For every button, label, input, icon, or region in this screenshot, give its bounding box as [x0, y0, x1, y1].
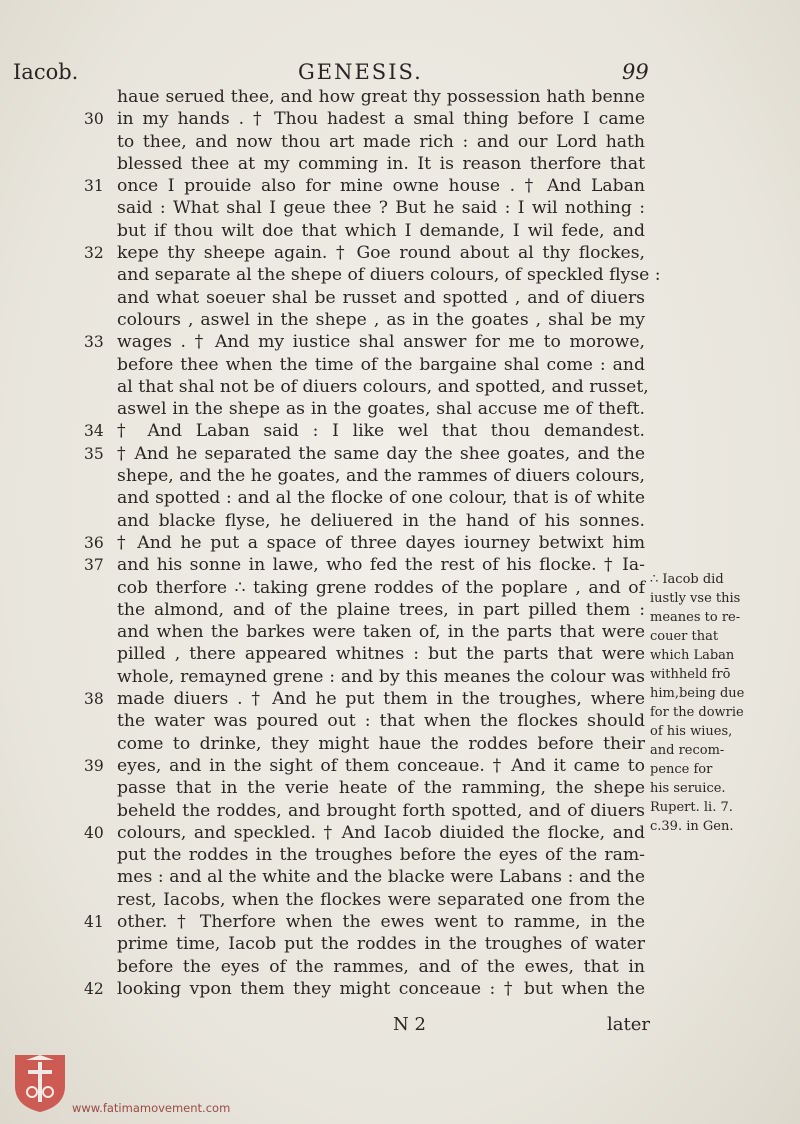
text-line: [0, 911, 800, 933]
line-text: cob therfore ∴ taking grene roddes of the poplare , and of: [117, 577, 645, 598]
line-text: † And Laban said : I like wel that thou demandest.: [117, 421, 645, 442]
margin-note-line: couer that: [650, 629, 719, 644]
line-text: and when the barkes were taken of, in the parts that were: [117, 622, 645, 643]
verse-number: 36: [84, 533, 104, 552]
running-head-title: GENESIS.: [298, 60, 423, 84]
text-line: [0, 354, 800, 376]
running-head-left: Iacob.: [13, 60, 79, 84]
text-line: [0, 376, 800, 398]
page-footer: [0, 1014, 800, 1040]
line-text: eyes, and in the sight of them conceaue. † And it came to: [117, 755, 645, 776]
line-text: looking vpon them they might conceaue : † but when the: [117, 978, 645, 999]
verse-number: 42: [84, 979, 104, 998]
margin-note: [650, 570, 798, 836]
line-text: kepe thy sheepe again. † Goe round about al thy flockes,: [117, 243, 645, 264]
verse-number: 31: [84, 177, 104, 196]
verse-number: 30: [84, 110, 104, 129]
text-line: [0, 398, 800, 420]
margin-note-line: him,being due: [650, 686, 745, 701]
text-line: [0, 287, 800, 309]
text-line: [0, 889, 800, 911]
line-text: made diuers . † And he put them in the troughes, where: [117, 689, 645, 710]
catchword: later: [607, 1014, 650, 1035]
page-number: 99: [622, 60, 649, 84]
signature-mark: N 2: [393, 1014, 426, 1035]
line-text: before the eyes of the rammes, and of the ewes, that in: [117, 956, 645, 977]
margin-note-line: his seruice.: [650, 781, 726, 796]
line-text: in my hands . † Thou hadest a smal thing before I came: [117, 109, 645, 130]
line-text: and blacke flyse, he deliuered in the hand of his sonnes.: [117, 510, 645, 531]
line-text: blessed thee at my comming in. It is reason therfore that: [117, 153, 645, 174]
line-text: the water was poured out : that when the flockes should: [117, 711, 645, 732]
text-line: [0, 331, 800, 353]
text-line: [0, 443, 800, 465]
verse-number: 38: [84, 690, 104, 709]
text-line: [0, 532, 800, 554]
line-text: al that shal not be of diuers colours, and spotted, and russet,: [117, 376, 649, 397]
line-text: † And he separated the same day the shee goates, and the: [117, 443, 645, 464]
text-line: [0, 956, 800, 978]
line-text: come to drinke, they might haue the roddes before their: [117, 733, 645, 754]
text-line: [0, 510, 800, 532]
text-line: [0, 86, 800, 108]
margin-note-line: iustly vse this: [650, 591, 741, 606]
line-text: rest, Iacobs, when the flockes were separated one from the: [117, 889, 645, 910]
line-text: passe that in the verie heate of the ramming, the shepe: [117, 778, 645, 799]
line-text: prime time, Iacob put the roddes in the troughes of water: [117, 934, 645, 955]
main-text-column: [0, 86, 800, 1000]
line-text: the almond, and of the plaine trees, in part pilled them :: [117, 599, 645, 620]
line-text: wages . † And my iustice shal answer for me to morowe,: [117, 332, 645, 353]
margin-note-line: of his wiues,: [650, 724, 733, 739]
line-text: other. † Therfore when the ewes went to ramme, in the: [117, 911, 645, 932]
margin-note-line: pence for: [650, 762, 713, 777]
line-text: and separate al the shepe of diuers colours, of speckled flyse :: [117, 265, 661, 286]
text-line: [0, 309, 800, 331]
verse-number: 35: [84, 444, 104, 463]
margin-note-line: c.39. in Gen.: [650, 819, 734, 834]
line-text: pilled , there appeared whitnes : but the parts that were: [117, 644, 645, 665]
verse-number: 40: [84, 823, 104, 842]
text-line: [0, 131, 800, 153]
text-line: [0, 487, 800, 509]
text-line: [0, 197, 800, 219]
text-line: [0, 108, 800, 130]
verse-number: 34: [84, 422, 104, 441]
margin-note-line: meanes to re-: [650, 610, 741, 625]
line-text: and what soeuer shal be russet and spotted , and of diuers: [117, 287, 645, 308]
line-text: colours , aswel in the shepe , as in the goates , shal be my: [117, 309, 645, 330]
shield-icon: [12, 1052, 68, 1114]
verse-number: 33: [84, 333, 104, 352]
line-text: put the roddes in the troughes before the eyes of the ram-: [117, 845, 645, 866]
verse-number: 39: [84, 756, 104, 775]
margin-note-line: for the dowrie: [650, 705, 744, 720]
text-line: [0, 866, 800, 888]
line-text: † And he put a space of three dayes iourney betwixt him: [117, 532, 645, 553]
text-line: [0, 978, 800, 1000]
text-line: [0, 242, 800, 264]
text-line: [0, 844, 800, 866]
line-text: to thee, and now thou art made rich : and our Lord hath: [117, 131, 645, 152]
line-text: beheld the roddes, and brought forth spotted, and of diuers: [117, 800, 645, 821]
text-line: [0, 153, 800, 175]
watermark-website[interactable]: www.fatimamovement.com: [72, 1101, 231, 1115]
line-text: mes : and al the white and the blacke were Labans : and the: [117, 867, 645, 888]
text-line: [0, 220, 800, 242]
line-text: haue serued thee, and how great thy possession hath benne: [117, 87, 645, 107]
margin-note-line: Rupert. li. 7.: [650, 800, 733, 815]
watermark-logo: [12, 1052, 68, 1114]
margin-note-line: ∴ Iacob did: [650, 572, 724, 587]
line-text: once I prouide also for mine owne house . † And Laban: [117, 176, 645, 197]
verse-number: 37: [84, 556, 104, 575]
line-text: said : What shal I geue thee ? But he said : I wil nothing :: [117, 198, 645, 219]
line-text: and his sonne in lawe, who fed the rest of his flocke. † Ia-: [117, 555, 645, 576]
text-line: [0, 420, 800, 442]
line-text: but if thou wilt doe that which I demande, I wil fede, and: [117, 220, 645, 241]
text-line: [0, 175, 800, 197]
text-line: [0, 933, 800, 955]
line-text: aswel in the shepe as in the goates, shal accuse me of theft.: [117, 399, 645, 420]
line-text: and spotted : and al the flocke of one colour, that is of white: [117, 488, 645, 509]
margin-note-line: withheld frō: [650, 667, 731, 682]
margin-note-line: and recom-: [650, 743, 725, 758]
line-text: before thee when the time of the bargaine shal come : and: [117, 354, 645, 375]
line-text: colours, and speckled. † And Iacob diuided the flocke, and: [117, 822, 645, 843]
line-text: shepe, and the he goates, and the rammes of diuers colours,: [117, 466, 645, 487]
text-line: [0, 264, 800, 286]
verse-number: 32: [84, 244, 104, 263]
line-text: whole, remayned grene : and by this meanes the colour was: [117, 666, 645, 687]
text-line: [0, 465, 800, 487]
verse-number: 41: [84, 912, 104, 931]
margin-note-line: which Laban: [650, 648, 735, 663]
